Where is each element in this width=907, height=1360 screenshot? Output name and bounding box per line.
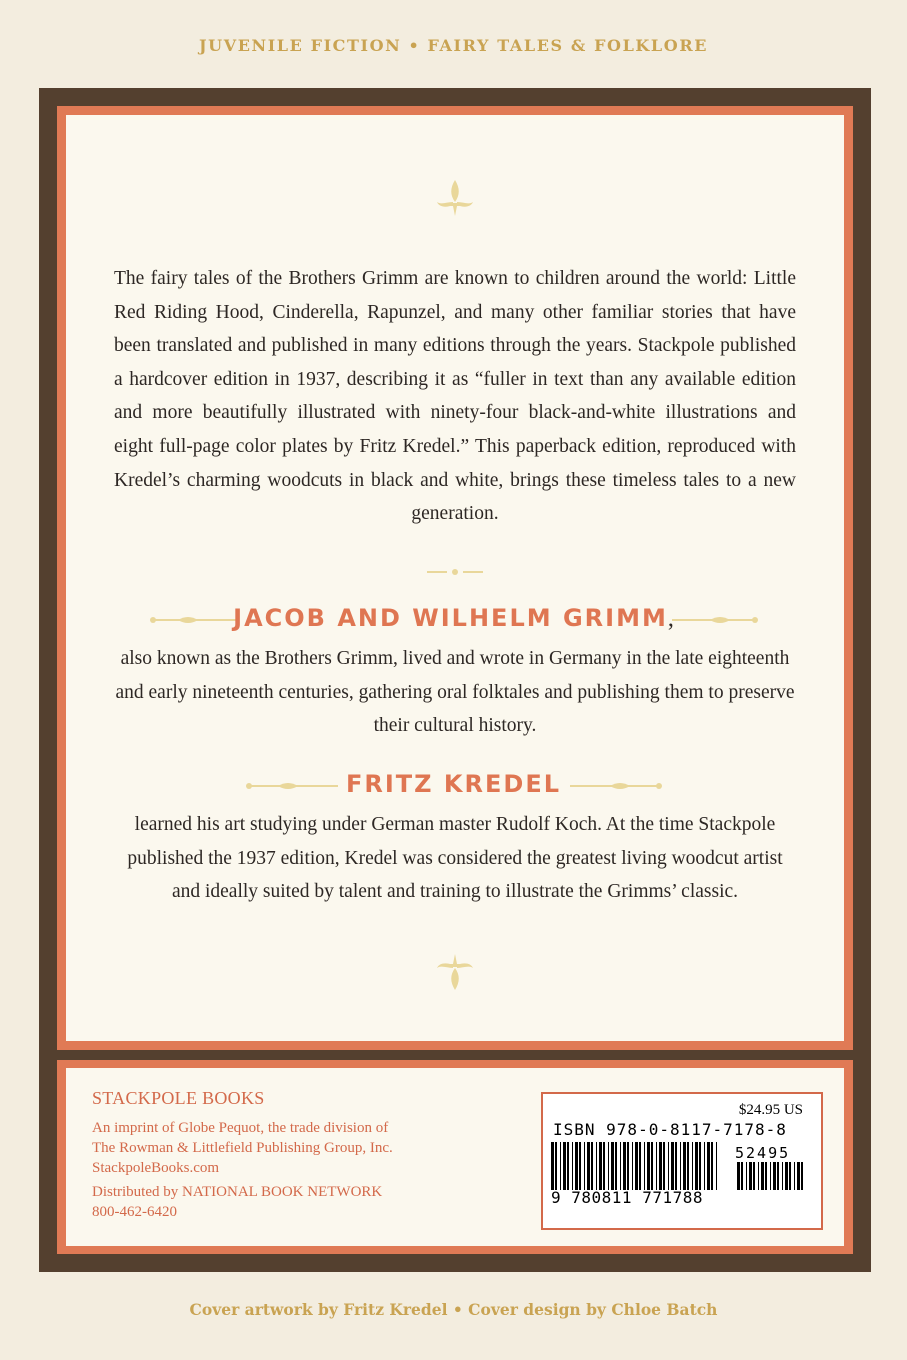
authors-heading-text: JACOB AND WILHELM GRIMM	[233, 604, 668, 632]
authors-heading-row	[0, 604, 907, 638]
barcode-bar	[639, 1142, 641, 1190]
barcode-bar	[707, 1142, 710, 1190]
barcode-bar	[584, 1142, 585, 1190]
barcode-bar	[797, 1162, 800, 1190]
barcode-bar	[671, 1142, 674, 1190]
addon-digits: 52495	[735, 1144, 791, 1162]
barcode-bar	[777, 1162, 779, 1190]
barcode-bar	[659, 1142, 662, 1190]
barcode-box	[541, 1092, 823, 1230]
ean-digits: 9 780811 771788	[551, 1188, 703, 1207]
barcode-bar	[695, 1142, 698, 1190]
category-label: JUVENILE FICTION • FAIRY TALES & FOLKLORE	[198, 36, 709, 55]
intro-paragraph: The fairy tales of the Brothers Grimm are known to children around the world: Little Red Riding Hood, Cinderella, Rapunzel, and many other familiar stories that have been translated and published in many editions through the years. Stackpole published a hardcover edition in 1937, describing it as “fuller in text than any available edition and more beautifully illustrated with ninety-four black-and-white illustrations and eight full-page color plates by Fritz Kredel.” This paperback edition, reproduced with Kredel’s charming woodcuts in black and white, brings these timeless tales to a new generation.	[114, 268, 796, 525]
barcode-bar	[668, 1142, 669, 1190]
barcode-bar	[687, 1142, 689, 1190]
divider-dots-icon	[425, 566, 485, 578]
ean-barcode	[551, 1142, 723, 1190]
barcode-bar	[551, 1142, 554, 1190]
barcode-bar	[680, 1142, 681, 1190]
barcode-bar	[789, 1162, 791, 1190]
barcode-bar	[656, 1142, 657, 1190]
heading-flourish-right-icon	[566, 778, 664, 794]
barcode-bar	[773, 1162, 776, 1190]
publisher-name: STACKPOLE BOOKS	[92, 1088, 265, 1108]
heading-flourish-right-icon	[668, 612, 760, 628]
barcode-bar	[579, 1142, 581, 1190]
barcode-bar	[692, 1142, 693, 1190]
barcode-bar	[794, 1162, 795, 1190]
barcode-bar	[596, 1142, 597, 1190]
barcode-bar	[591, 1142, 593, 1190]
illustrator-bio: learned his art studying under German master Rudolf Koch. At the time Stackpole published the 1937 edition, Kredel was considered the greatest living woodcut artist and ideally suited by talent and training to illustrate the Grimms’ classic.	[127, 814, 783, 903]
barcode-bar	[711, 1142, 713, 1190]
barcode-bar	[704, 1142, 705, 1190]
barcode-bar	[683, 1142, 686, 1190]
barcode-bar	[611, 1142, 614, 1190]
barcode-bar	[699, 1142, 701, 1190]
addon-barcode	[737, 1162, 807, 1190]
barcode-bar	[644, 1142, 645, 1190]
barcode-bar	[632, 1142, 633, 1190]
illustrator-heading-row	[0, 770, 907, 804]
barcode-bar	[761, 1162, 764, 1190]
barcode-bar	[608, 1142, 609, 1190]
barcode-bar	[572, 1142, 573, 1190]
barcode-bar	[560, 1142, 561, 1190]
barcode-bar	[746, 1162, 747, 1190]
barcode-bar	[603, 1142, 605, 1190]
barcode-bar	[770, 1162, 771, 1190]
barcode-bar	[563, 1142, 566, 1190]
publisher-imprint-line-1: An imprint of Globe Pequot, the trade division of	[92, 1120, 389, 1136]
barcode-bar	[716, 1142, 717, 1190]
fleur-top-icon	[433, 178, 477, 218]
barcode-bar	[782, 1162, 783, 1190]
publisher-website: StackpoleBooks.com	[92, 1160, 220, 1176]
barcode-bar	[635, 1142, 638, 1190]
barcode-bar	[599, 1142, 602, 1190]
barcode-bar	[615, 1142, 617, 1190]
publisher-distributor: Distributed by NATIONAL BOOK NETWORK	[92, 1184, 383, 1200]
fleur-bottom-icon	[433, 952, 477, 992]
barcode-bar	[623, 1142, 626, 1190]
illustrator-heading: FRITZ KREDEL	[345, 770, 561, 798]
publisher-imprint-line-2: The Rowman & Littlefield Publishing Group, Inc.	[92, 1140, 393, 1156]
authors-heading-comma: ,	[667, 606, 674, 632]
barcode-bar	[749, 1162, 752, 1190]
cover-credits: Cover artwork by Fritz Kredel • Cover design by Chloe Batch	[189, 1300, 718, 1319]
barcode-bar	[620, 1142, 621, 1190]
barcode-bar	[675, 1142, 677, 1190]
isbn-label: ISBN 978-0-8117-7178-8	[553, 1120, 787, 1139]
barcode-bar	[765, 1162, 767, 1190]
barcode-bar	[758, 1162, 759, 1190]
barcode-bar	[741, 1162, 743, 1190]
barcode-bar	[663, 1142, 665, 1190]
barcode-bar	[785, 1162, 788, 1190]
barcode-bar	[753, 1162, 755, 1190]
price-label: $24.95 US	[738, 1102, 803, 1118]
authors-bio: also known as the Brothers Grimm, lived and wrote in Germany in the late eighteenth and early nineteenth centuries, gathering oral folktales and publishing them to preserve their cultural history.	[115, 648, 795, 737]
barcode-bar	[801, 1162, 803, 1190]
barcode-bar	[567, 1142, 569, 1190]
authors-heading	[0, 604, 907, 633]
barcode-bar	[737, 1162, 740, 1190]
barcode-bar	[651, 1142, 653, 1190]
barcode-bar	[647, 1142, 650, 1190]
barcode-bar	[555, 1142, 557, 1190]
barcode-bar	[587, 1142, 590, 1190]
publisher-phone: 800-462-6420	[92, 1204, 177, 1220]
barcode-bar	[575, 1142, 578, 1190]
barcode-bar	[627, 1142, 629, 1190]
